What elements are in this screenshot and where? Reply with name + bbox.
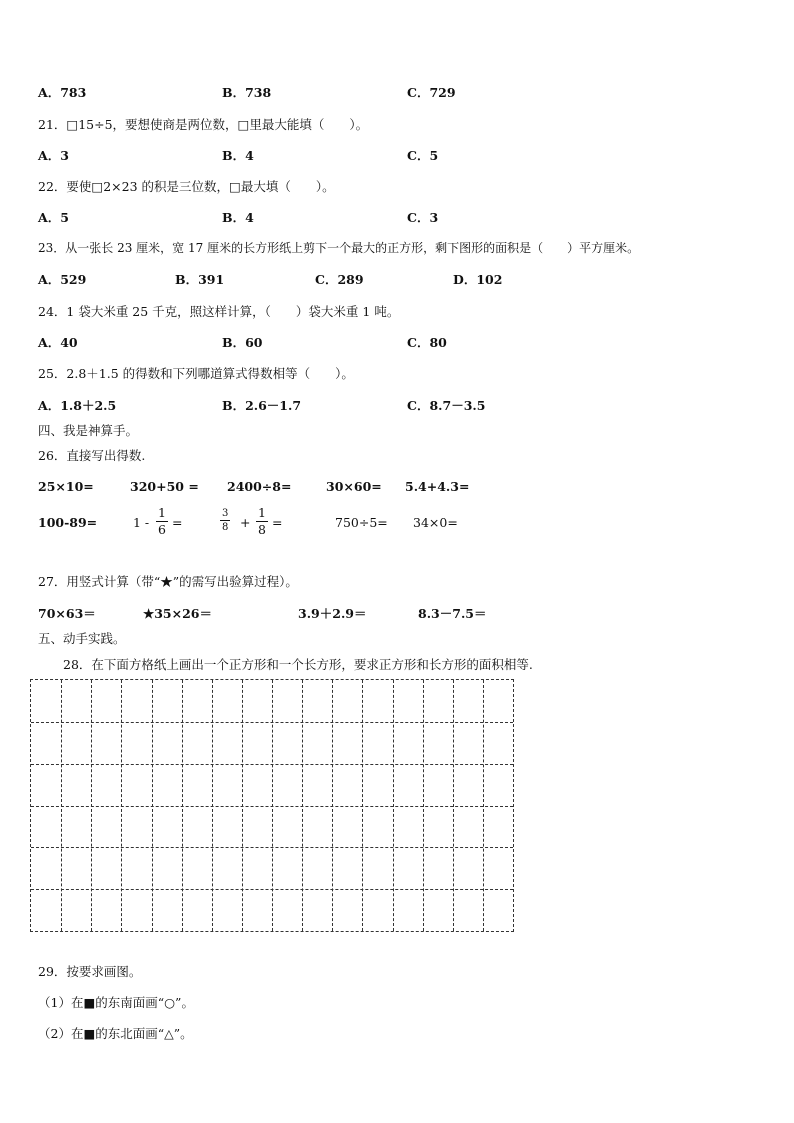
q23-option-c: C．289: [315, 272, 364, 287]
q26-item-2: 320+50 =: [130, 479, 199, 494]
q26-item-8-fraction-1: [220, 507, 230, 534]
q20-option-a: A．783: [38, 85, 87, 100]
q25-option-b: B．2.6－1.7: [222, 398, 302, 413]
section-5-title: 五、动手实践。: [38, 631, 126, 646]
q26-item-5: 5.4+4.3=: [405, 479, 470, 494]
q26-item-8-fraction-2: [256, 505, 268, 538]
fraction-numerator: 1: [158, 505, 166, 520]
q25-question: 25．2.8＋1.5 的得数和下列哪道算式得数相等（ ）。: [38, 366, 354, 381]
q22-question: 22．要使□2×23 的积是三位数，□最大填（ ）。: [38, 179, 335, 194]
q27-item-3: 3.9＋2.9＝: [298, 606, 367, 621]
q23-option-a: A．529: [38, 272, 87, 287]
q23-option-d: D．102: [453, 272, 503, 287]
q27-item-1: 70×63＝: [38, 606, 96, 621]
q27-item-4: 8.3－7.5＝: [418, 606, 487, 621]
q26-question: 26．直接写出得数.: [38, 448, 146, 463]
q23-question: 23．从一张长 23 厘米，宽 17 厘米的长方形纸上剪下一个最大的正方形，剩下图形的面积是（ ）平方厘米。: [38, 241, 640, 255]
q24-question: 24．1 袋大米重 25 千克，照这样计算，（ ）袋大米重 1 吨。: [38, 304, 400, 319]
section-4-title: 四、我是神算手。: [38, 423, 139, 438]
q20-option-b: B．738: [222, 85, 272, 100]
q21-question: 21．□15÷5，要想使商是两位数，□里最大能填（ ）。: [38, 117, 369, 132]
q26-item-7-equals: =: [172, 515, 183, 530]
fraction-denominator: 8: [222, 522, 229, 533]
q26-item-8-equals: =: [272, 515, 283, 530]
fraction-numerator: 1: [258, 505, 266, 520]
q21-option-b: B．4: [222, 148, 254, 163]
q26-item-7-prefix: 1 -: [133, 515, 150, 530]
fraction-denominator: 8: [258, 522, 266, 537]
q24-option-a: A．40: [38, 335, 78, 350]
q22-option-c: C．3: [407, 210, 439, 225]
q26-item-3: 2400÷8=: [227, 479, 292, 494]
q21-option-c: C．5: [407, 148, 439, 163]
q26-item-10: 34×0=: [413, 515, 458, 530]
grid-paper[interactable]: [30, 679, 514, 932]
q27-item-2: ★35×26＝: [143, 606, 212, 621]
q26-item-9: 750÷5=: [335, 515, 388, 530]
q22-option-a: A．5: [38, 210, 69, 225]
q24-option-b: B．60: [222, 335, 263, 350]
fraction-numerator: 3: [222, 508, 229, 519]
q23-option-b: B．391: [175, 272, 225, 287]
q29-sub-2: （2）在■的东北面画“△”。: [38, 1026, 193, 1041]
q27-question: 27．用竖式计算（带“★”的需写出验算过程）。: [38, 574, 298, 589]
q26-item-8-plus: +: [240, 515, 251, 530]
grid-row-line: [31, 847, 513, 848]
grid-row-line: [31, 764, 513, 765]
q25-option-a: A．1.8＋2.5: [38, 398, 117, 413]
q25-option-c: C．8.7－3.5: [407, 398, 486, 413]
grid-row-line: [31, 889, 513, 890]
q29-sub-1: （1）在■的东南面画“○”。: [38, 995, 194, 1010]
q26-item-7-fraction: [156, 505, 168, 538]
grid-row-line: [31, 806, 513, 807]
q26-item-4: 30×60=: [326, 479, 382, 494]
q26-item-6: 100-89=: [38, 515, 98, 530]
fraction-denominator: 6: [158, 522, 166, 537]
q20-option-c: C．729: [407, 85, 456, 100]
q22-option-b: B．4: [222, 210, 254, 225]
q26-item-1: 25×10=: [38, 479, 94, 494]
q29-question: 29．按要求画图。: [38, 964, 142, 979]
q28-question: 28．在下面方格纸上画出一个正方形和一个长方形，要求正方形和长方形的面积相等.: [63, 657, 533, 672]
q21-option-a: A．3: [38, 148, 69, 163]
grid-row-line: [31, 722, 513, 723]
q24-option-c: C．80: [407, 335, 447, 350]
